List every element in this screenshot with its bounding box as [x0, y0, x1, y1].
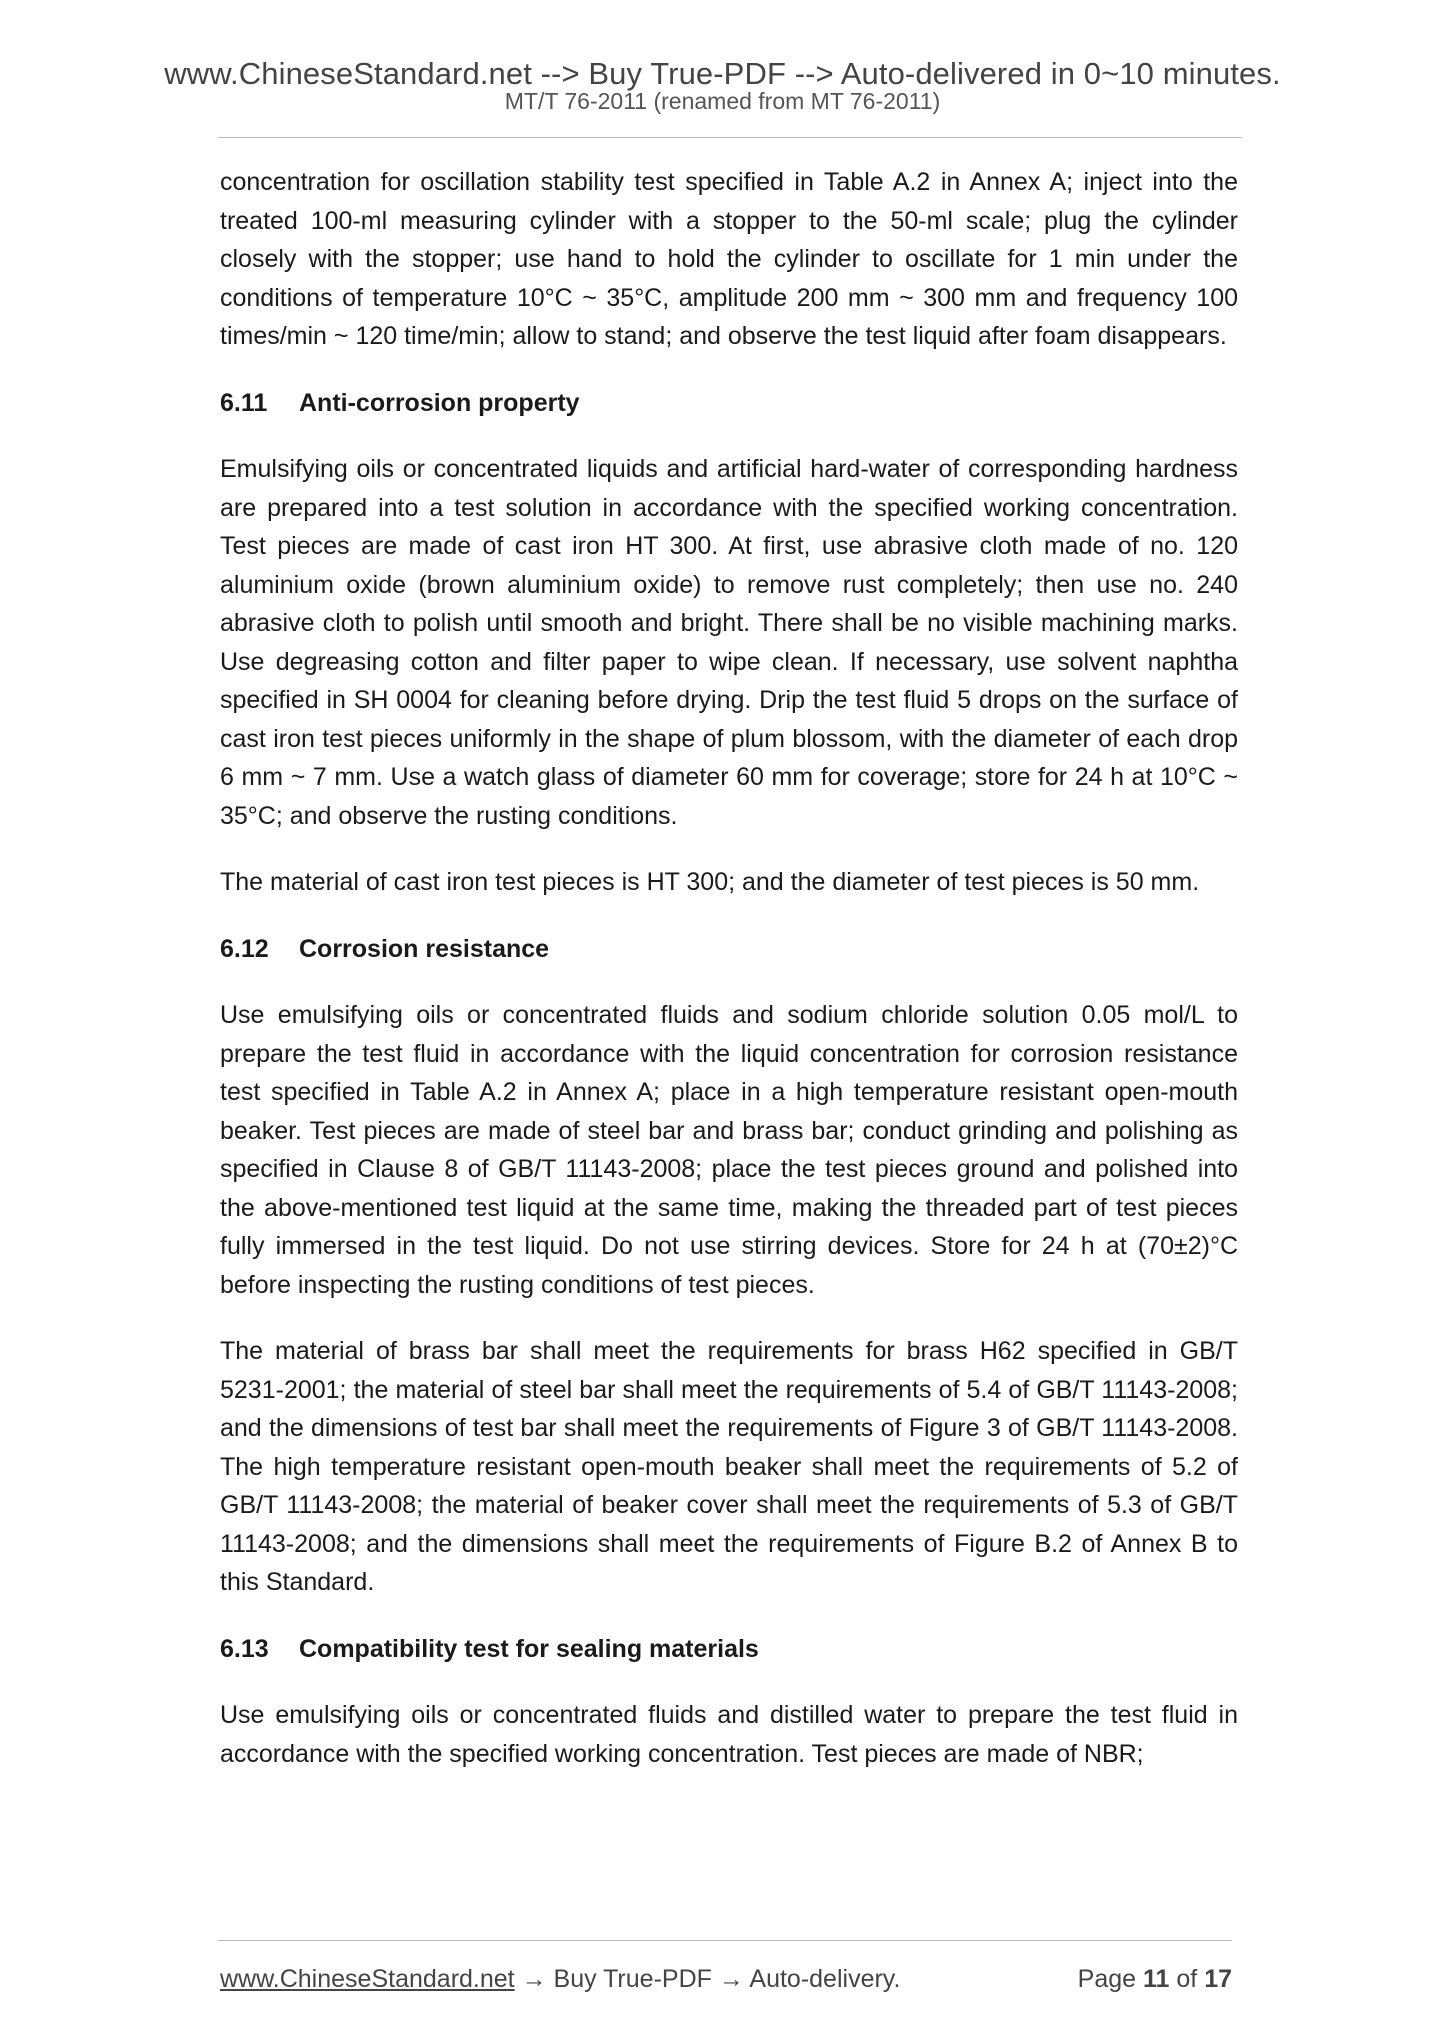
footer-left	[220, 1962, 900, 1996]
footer-text: → Buy True-PDF → Auto-delivery.	[514, 1965, 901, 1993]
paragraph-corrosion-resistance: Use emulsifying oils or concentrated fluids and sodium chloride solution 0.05 mol/L to prepare the test fluid in accordance with the liquid concentration for corrosion resistance test specified in Table A.2 in Annex A; place in a high temperature resistant open-mouth beaker. Test pieces are made of steel bar and brass bar; conduct grinding and polishing as specified in Clause 8 of GB/T 11143-2008; place the test pieces ground and polished into the above-mentioned test liquid at the same time, making the threaded part of test pieces fully immersed in the test liquid. Do not use stirring devices. Store for 24 h at (70±2)°C before inspecting the rusting conditions of test pieces.	[220, 1001, 1238, 1299]
paragraph-anti-corrosion: Emulsifying oils or concentrated liquids and artificial hard-water of corresponding hardness are prepared into a test solution in accordance with the specified working concentration. Test pieces are made of cast iron HT 300. At first, use abrasive cloth made of no. 120 aluminium oxide (brown aluminium oxide) to remove rust completely; then use no. 240 abrasive cloth to polish until smooth and bright. There shall be no visible machining marks. Use degreasing cotton and filter paper to wipe clean. If necessary, use solvent naphtha specified in SH 0004 for cleaning before drying. Drip the test fluid 5 drops on the surface of cast iron test pieces uniformly in the shape of plum blossom, with the diameter of each drop 6 mm ~ 7 mm. Use a watch glass of diameter 60 mm for coverage; store for 24 h at 10°C ~ 35°C; and observe the rusting conditions.	[220, 455, 1238, 830]
page-content	[220, 163, 1238, 1801]
page-number: 11	[1143, 1965, 1170, 1993]
section-title: Compatibility test for sealing materials	[299, 1634, 759, 1663]
header-banner[interactable]: www.ChineseStandard.net --> Buy True-PDF --> Auto-delivered in 0~10 minutes.	[164, 56, 1281, 91]
paragraph-sealing-compat: Use emulsifying oils or concentrated fluids and distilled water to prepare the test fluid in accordance with the specified working concentration. Test pieces are made of NBR;	[220, 1701, 1238, 1768]
footer-link[interactable]: www.ChineseStandard.net	[220, 1965, 515, 1993]
of-label: of	[1169, 1965, 1205, 1993]
paragraph-brass-steel-material: The material of brass bar shall meet the requirements for brass H62 specified in GB/T 5231-2001; the material of steel bar shall meet the requirements of 5.4 of GB/T 11143-2008; and the dimensions of test bar shall meet the requirements of Figure 3 of GB/T 11143-2008. The high temperature resistant open-mouth beaker shall meet the requirements of 5.2 of GB/T 11143-2008; the material of beaker cover shall meet the requirements of 5.3 of GB/T 11143-2008; and the dimensions shall meet the requirements of Figure B.2 of Annex B to this Standard.	[220, 1337, 1238, 1596]
paragraph-oscillation-cont: concentration for oscillation stability test specified in Table A.2 in Annex A; inject into the treated 100-ml measuring cylinder with a stopper to the 50-ml scale; plug the cylinder closely with the stopper; use hand to hold the cylinder to oscillate for 1 min under the conditions of temperature 10°C ~ 35°C, amplitude 200 mm ~ 300 mm and frequency 100 times/min ~ 120 time/min; allow to stand; and observe the test liquid after foam disappears.	[220, 168, 1238, 350]
footer-divider	[218, 1940, 1232, 1941]
section-title: Corrosion resistance	[299, 934, 550, 963]
section-heading-6-13	[220, 1630, 1238, 1669]
section-number: 6.11	[220, 388, 268, 417]
section-heading-6-11	[220, 384, 1238, 423]
section-heading-6-12	[220, 930, 1238, 969]
section-number: 6.13	[220, 1634, 269, 1663]
header-divider	[218, 137, 1242, 138]
paragraph-cast-iron-material: The material of cast iron test pieces is HT 300; and the diameter of test pieces is 50 mm.	[220, 868, 1200, 896]
section-title: Anti-corrosion property	[299, 388, 580, 417]
section-number: 6.12	[220, 934, 269, 963]
page-label: Page	[1077, 1965, 1143, 1993]
document-id: MT/T 76-2011 (renamed from MT 76-2011)	[504, 88, 941, 114]
page-indicator	[1078, 1962, 1232, 1996]
page-total: 17	[1204, 1965, 1232, 1993]
